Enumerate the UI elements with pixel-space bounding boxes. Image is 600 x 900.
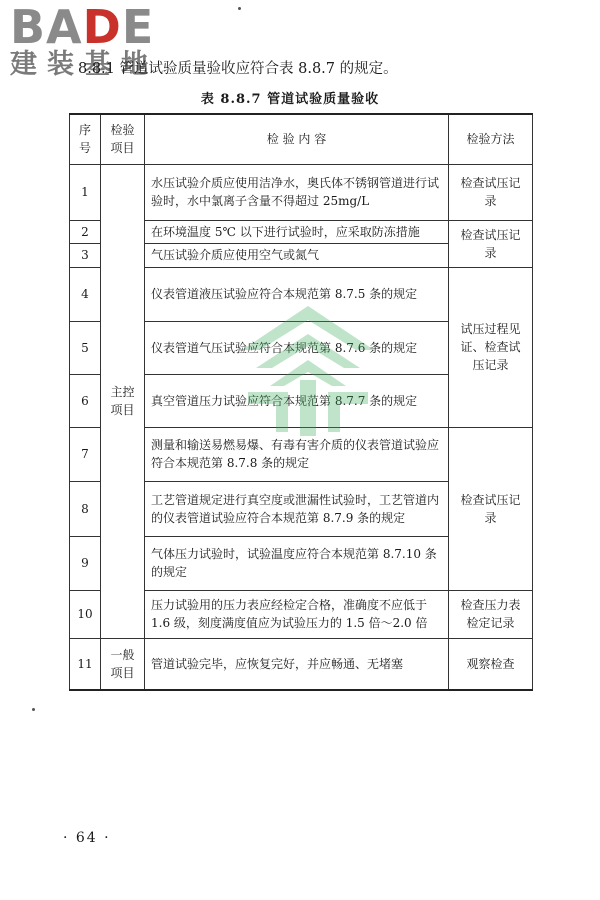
row-content: 测量和输送易燃易爆、有毒有害介质的仪表管道试验应符合本规范第 8.7.8 条的规定 — [145, 427, 449, 481]
row-number: 7 — [70, 427, 101, 481]
row-method: 检查试压记录 — [449, 220, 533, 267]
header-category: 检验项目 — [101, 114, 145, 164]
row-number: 2 — [70, 220, 101, 243]
scan-speck — [32, 708, 35, 711]
header-num: 序号 — [70, 114, 101, 164]
row-content: 工艺管道规定进行真空度或泄漏性试验时，工艺管道内的仪表管道试验应符合本规范第 8.7.9 条的规定 — [145, 481, 449, 536]
table-row — [70, 164, 533, 220]
row-content: 仪表管道气压试验应符合本规范第 8.7.6 条的规定 — [145, 321, 449, 374]
category-main: 主控项目 — [101, 164, 145, 638]
logo-subtitle: 建装基地 — [10, 49, 158, 80]
row-content: 仪表管道液压试验应符合本规范第 8.7.5 条的规定 — [145, 267, 449, 321]
row-content: 在环境温度 5℃ 以下进行试验时，应采取防冻措施 — [145, 220, 449, 243]
row-content: 压力试验用的压力表应经检定合格，准确度不应低于 1.6 级，刻度满度值应为试验压力的 1.5 倍～2.0 倍 — [145, 590, 449, 638]
row-content: 气压试验介质应使用空气或氮气 — [145, 243, 449, 267]
row-number: 10 — [70, 590, 101, 638]
row-content: 真空管道压力试验应符合本规范第 8.7.7 条的规定 — [145, 374, 449, 427]
row-content: 水压试验介质应使用洁净水，奥氏体不锈钢管道进行试验时，水中氯离子含量不得超过 25mg/L — [145, 164, 449, 220]
row-number: 8 — [70, 481, 101, 536]
row-number: 6 — [70, 374, 101, 427]
clause-intro-text: 8.8.1 管道试验质量验收应符合表 8.8.7 的规定。 — [78, 61, 398, 77]
row-number: 3 — [70, 243, 101, 267]
row-method: 检查试压记录 — [449, 427, 533, 590]
row-method: 检查试压记录 — [449, 164, 533, 220]
row-number: 5 — [70, 321, 101, 374]
row-content: 气体压力试验时，试验温度应符合本规范第 8.7.10 条的规定 — [145, 536, 449, 590]
table-header-row — [70, 114, 533, 164]
row-method: 检查压力表检定记录 — [449, 590, 533, 638]
header-content: 检 验 内 容 — [145, 114, 449, 164]
row-number: 9 — [70, 536, 101, 590]
category-general: 一般项目 — [101, 638, 145, 690]
table-row — [70, 638, 533, 690]
row-number: 1 — [70, 164, 101, 220]
logo-wordmark: BADE — [10, 0, 155, 54]
table-caption: 表 8.8.7 管道试验质量验收 — [200, 92, 380, 107]
row-number: 11 — [70, 638, 101, 690]
row-method: 试压过程见证、检查试压记录 — [449, 267, 533, 427]
scan-speck — [238, 7, 241, 10]
page-number: · 64 · — [63, 830, 111, 846]
row-method: 观察检查 — [449, 638, 533, 690]
header-method: 检验方法 — [449, 114, 533, 164]
row-content: 管道试验完毕，应恢复完好，并应畅通、无堵塞 — [145, 638, 449, 690]
inspection-table — [69, 113, 533, 691]
row-number: 4 — [70, 267, 101, 321]
